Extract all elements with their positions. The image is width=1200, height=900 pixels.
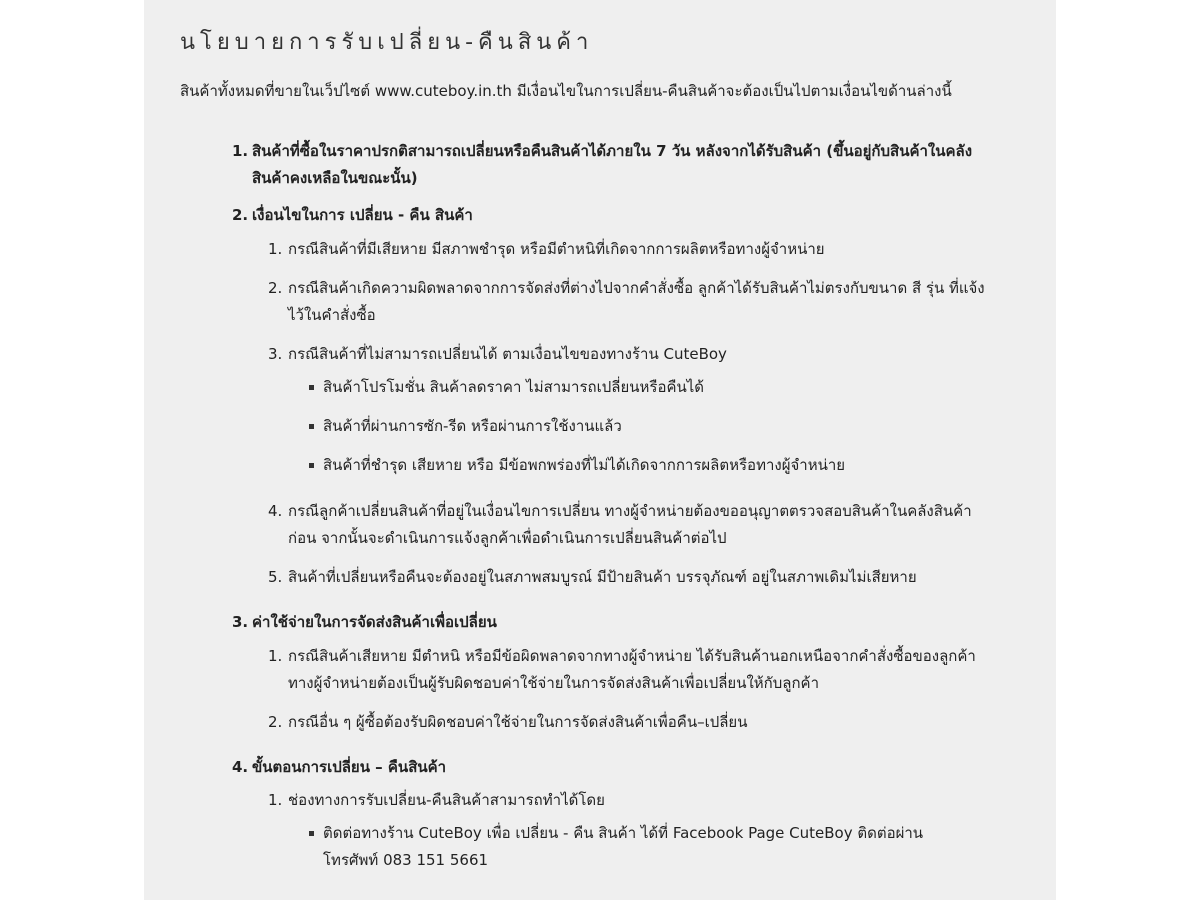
list-item: [268, 564, 988, 591]
bullet-item: [323, 820, 953, 874]
list-item: [268, 498, 978, 552]
item-text: สินค้าที่เปลี่ยนหรือคืนจะต้องอยู่ในสภาพสมบูรณ์ มีป้ายสินค้า บรรจุภัณฑ์ อยู่ในสภาพเดิมไม่เสียหาย: [288, 568, 917, 586]
section-text: สินค้าที่ซื้อในราคาปรกติสามารถเปลี่ยนหรือคืนสินค้าได้ภายใน 7 วัน หลังจากได้รับสินค้า (ขึ้นอยู่กับสินค้าในคลังสินค้าคงเหลือในขณะนั้น): [252, 142, 973, 187]
item-text: กรณีสินค้าเกิดความผิดพลาดจากการจัดส่งที่ต่างไปจากคำสั่งซื้อ ลูกค้าได้รับสินค้าไม่ตรงกับขนาด สี รุ่น ที่แจ้งไว้ในคำสั่งซื้อ: [288, 279, 985, 324]
section-3: [232, 609, 982, 636]
bullet-icon: [309, 424, 314, 429]
section-heading: ค่าใช้จ่ายในการจัดส่งสินค้าเพื่อเปลี่ยน: [252, 613, 497, 631]
bullet-icon: [309, 831, 314, 836]
bullet-icon: [309, 463, 314, 468]
bullet-text: สินค้าโปรโมชั่น สินค้าลดราคา ไม่สามารถเปลี่ยนหรือคืนได้: [323, 378, 705, 396]
item-number: 2.: [268, 713, 283, 731]
section-1: [232, 138, 982, 192]
item-number: 5.: [268, 568, 283, 586]
list-item: [268, 275, 988, 329]
item-text: กรณีอื่น ๆ ผู้ซื้อต้องรับผิดชอบค่าใช้จ่ายในการจัดส่งสินค้าเพื่อคืน–เปลี่ยน: [288, 713, 748, 731]
intro-text: สินค้าทั้งหมดที่ขายในเว็ปไซต์ www.cuteboy.in.th มีเงื่อนไขในการเปลี่ยน-คืนสินค้าจะต้องเป็นไปตามเงื่อนไขด้านล่างนี้: [180, 82, 952, 100]
list-item: [268, 787, 988, 814]
section-number: 1.: [232, 142, 249, 160]
list-item: [268, 643, 978, 697]
bullet-text: ติดต่อทางร้าน CuteBoy เพื่อ เปลี่ยน - คืน สินค้า ได้ที่ Facebook Page CuteBoy ติดต่อผ่านโทรศัพท์ 083 151 5661: [323, 824, 924, 869]
list-item: [268, 236, 988, 263]
section-number: 2.: [232, 206, 249, 224]
item-text: กรณีสินค้าที่ไม่สามารถเปลี่ยนได้ ตามเงื่อนไขของทางร้าน CuteBoy: [288, 345, 727, 363]
page-title: นโยบายการรับเปลี่ยน-คืนสินค้า: [180, 30, 594, 55]
item-number: 1.: [268, 240, 283, 258]
item-text: ช่องทางการรับเปลี่ยน-คืนสินค้าสามารถทำได้โดย: [288, 791, 605, 809]
list-item: [268, 709, 988, 736]
item-number: 3.: [268, 345, 283, 363]
bullet-text: สินค้าที่ผ่านการซัก-รีด หรือผ่านการใช้งานแล้ว: [323, 417, 622, 435]
item-number: 4.: [268, 502, 283, 520]
section-number: 3.: [232, 613, 249, 631]
item-text: กรณีสินค้าที่มีเสียหาย มีสภาพชำรุด หรือมีตำหนิที่เกิดจากการผลิตหรือทางผู้จำหน่าย: [288, 240, 825, 258]
bullet-item: [323, 452, 983, 479]
section-heading: ขั้นตอนการเปลี่ยน – คืนสินค้า: [252, 758, 447, 776]
section-heading: เงื่อนไขในการ เปลี่ยน - คืน สินค้า: [252, 206, 473, 224]
list-item: [268, 341, 988, 368]
bullet-item: [323, 374, 983, 401]
section-4: [232, 754, 982, 781]
section-number: 4.: [232, 758, 249, 776]
item-text: กรณีสินค้าเสียหาย มีตำหนิ หรือมีข้อผิดพลาดจากทางผู้จำหน่าย ได้รับสินค้านอกเหนือจากคำสั่งซื้อของลูกค้า ทางผู้จำหน่ายต้องเป็นผู้รับผิดชอบค่าใช้จ่ายในการจัดส่งสินค้าเพื่อเปลี่ยนให้กับลูกค้า: [288, 647, 976, 692]
item-number: 2.: [268, 279, 283, 297]
bullet-item: [323, 413, 983, 440]
bullet-icon: [309, 385, 314, 390]
section-2: [232, 202, 982, 229]
bullet-text: สินค้าที่ชำรุด เสียหาย หรือ มีข้อพกพร่องที่ไม่ได้เกิดจากการผลิตหรือทางผู้จำหน่าย: [323, 456, 846, 474]
item-text: กรณีลูกค้าเปลี่ยนสินค้าที่อยู่ในเงื่อนไขการเปลี่ยน ทางผู้จำหน่ายต้องขออนุญาตตรวจสอบสินค้าในคลังสินค้าก่อน จากนั้นจะดำเนินการแจ้งลูกค้าเพื่อดำเนินการเปลี่ยนสินค้าต่อไป: [288, 502, 972, 547]
item-number: 1.: [268, 647, 283, 665]
item-number: 1.: [268, 791, 283, 809]
